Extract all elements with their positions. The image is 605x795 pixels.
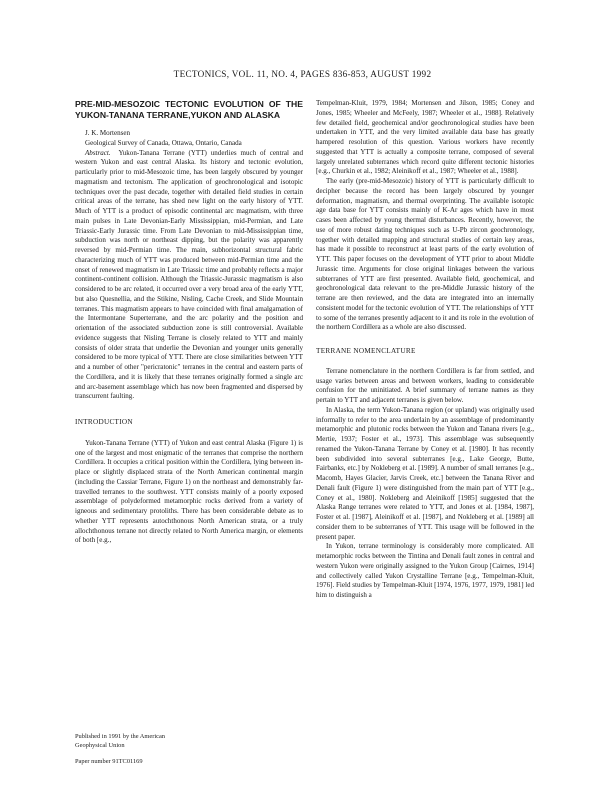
abstract-label: Abstract. xyxy=(85,148,111,157)
left-column xyxy=(75,99,303,546)
running-head: TECTONICS, VOL. 11, NO. 4, PAGES 836-853, AUGUST 1992 xyxy=(173,69,432,79)
right-column xyxy=(316,99,534,601)
body-paragraph: The early (pre-mid-Mesozoic) history of YTT is particularly difficult to decipher because the record has been largely obscured by younger deformation, magmatism, and thermal overprinting. The available isotopic age data base for YTT consists mainly of K-Ar ages which have in most cases been affected by young thermal disturbances. Recently, however, the use of more robust dating techniques such as U-Pb zircon geochronology, together with detailed mapping and structural studies of certain key areas, has made it possible to reconstruct at least parts of the early evolution of YTT. This paper focuses on the development of YTT prior to about Middle Jurassic time. Arguments for close original linkages between the various subterranes of YTT are first presented. Available field, geochemical, and geochronological data relevant to the pre-Middle Jurassic history of the terrane are then reviewed, and the data are integrated into an internally consistent model for the tectonic evolution of YTT. The relationships of YTT to some of the terranes presently adjacent to it and its role in the evolution of the northern Cordillera as a whole are also discussed. xyxy=(316,177,534,332)
author-line: J. K. Mortensen xyxy=(85,129,131,137)
abstract xyxy=(75,149,303,403)
body-paragraph: In Yukon, terrane terminology is considerably more complicated. All metamorphic rocks between the Tintina and Denali fault zones in central and western Yukon were originally assigned to the Yukon Group [Cairnes, 1914] and collectively called Yukon Crystalline Terrane [e.g., Tempelman-Kluit, 1976]. Field studies by Tempelman-Kluit [1974, 1976, 1977, 1979, 1981] led him to distinguish a xyxy=(316,542,534,599)
footnote-publisher: Published in 1991 by the American xyxy=(75,733,165,740)
body-paragraph: Tempelman-Kluit, 1979, 1984; Mortensen and Jilson, 1985; Coney and Jones, 1985; Wheeler and McFeely, 1987; Wheeler et al., 1988]. Relatively few detailed field, geochemical and/or geochronological studies have been undertaken in YTT, and the very limited available data base has greatly hampered resolution of this question. Various workers have recently suggested that YTT is actually a composite terrane, composed of several largely unrelated subterranes which record quite different tectonic histories [e.g., Churkin et al., 1982; Aleinikoff et al., 1987; Wheeler et al., 1988]. xyxy=(316,99,534,176)
introduction-paragraph: Yukon-Tanana Terrane (YTT) of Yukon and east central Alaska (Figure 1) is one of the largest and most enigmatic of the terranes that comprise the northern Cordillera. It occupies a critical position within the Cordillera, lying between in-place or slightly displaced strata of the North American continental margin (including the Cassiar Terrane, Figure 1) on the northeast and demonstrably far-travelled terranes to the southwest. YTT consists mainly of a poorly exposed assemblage of polydeformed metamorphic rocks derived from a variety of igneous and sedimentary protoliths. There has been considerable debate as to whether YTT represents autochthonous North American strata, or a truly allochthonous terrane not directly related to North America margin, or elements of both [e.g., xyxy=(75,438,303,545)
introduction-heading: INTRODUCTION xyxy=(75,418,133,426)
body-paragraph: In Alaska, the term Yukon-Tanana region (or upland) was originally used informally to refer to the area underlain by an assemblage of predominantly metamorphic and plutonic rocks between the Yukon and Tanana rivers [e.g., Mertie, 1937; Foster et al., 1973]. This assemblage was subsequently renamed the Yukon-Tanana Terrane by Coney et al. [1980]. It has recently been subdivided into several subterranes [e.g., Lake George, Butte, Fairbanks, etc.] by Nokleberg et al. [1989]. A number of small terranes [e.g., Macomb, Hayes Glacier, Jarvis Creek, etc.] between the Tanana River and Denali fault (Figure 1) were distinguished from the main part of YTT [e.g., Coney et al., 1980]. Nokleberg and Aleinikoff [1985] suggested that the Alaska Range terranes were related to YTT, and Jones et al. [1984, 1987], Foster et al. [1987], Aleinikoff et al. [1987], and Nokleberg et al. [1989] all consider them to be subterranes of YTT. This usage will be followed in the present paper. xyxy=(316,405,534,541)
footnote-society: Geophysical Union xyxy=(75,741,125,749)
publication-footnote xyxy=(75,733,303,767)
body-paragraph: Terrane nomenclature in the northern Cordillera is far from settled, and usage varies between areas and between workers, leading to considerable confusion for the uninitiated. A brief summary of terrane names as they pertain to YTT and adjacent terranes is given below. xyxy=(316,366,534,404)
affiliation: Geological Survey of Canada, Ottawa, Ontario, Canada xyxy=(85,138,242,147)
abstract-text: Yukon-Tanana Terrane (YTT) underlies much of central and western Yukon and east central Alaska. Its history and tectonic evolution, particularly prior to mid-Mesozoic time, has been largely obscured by younger magmatism and tectonism. The application of geochronological and isotopic techniques over the past decade, together with detailed field studies in certain critical areas of the terrane, has shed new light on the early history of YTT. Much of YTT is a product of episodic continental arc magmatism, with three main pulses in Late Devonian-Early Mississippian, mid-Permian, and Late Triassic-Early Jurassic time. From Late Devonian to mid-Mississippian time, subduction was north or northeast dipping, but the polarity was apparently reversed by mid-Permian time. The main, subhorizontal structural fabric characterizing much of YTT was produced between mid-Permian time and the onset of renewed magmatism in Late Triassic time and probably reflects a major continent-continent collision. Although the Triassic-Jurassic magmatism is also considered to be arc related, it occurred over a very broad area of the early YTT, but also Quesnellia, and the Stikine, Nisling, Cache Creek, and Slide Mountain terranes. This magmatism appears to have coincided with final amalgamation of the Intermontane Superterrane, and the arc polarity and the position and orientation of the associated subduction zone is still controversial. Available evidence suggests that Nisling Terrane is closely related to YTT and mainly consists of older strata that underlie the Devonian and younger units generally considered to be more typical of YTT. There are close similarities between YTT and a number of other "pericratonic" terranes in the central and eastern parts of the Cordillera, and it is likely that these terranes originally formed a single arc and arc-basement assemblage which has now been fragmented and dispersed by transcurrent faulting. xyxy=(75,148,303,401)
paper-title: PRE-MID-MESOZOIC TECTONIC EVOLUTION OF THE YUKON-TANANA TERRANE,YUKON AND ALASKA xyxy=(75,99,303,120)
terrane-nomenclature-heading: TERRANE NOMENCLATURE xyxy=(316,347,416,355)
footnote-paper-number: Paper number 91TC01169 xyxy=(75,758,143,766)
